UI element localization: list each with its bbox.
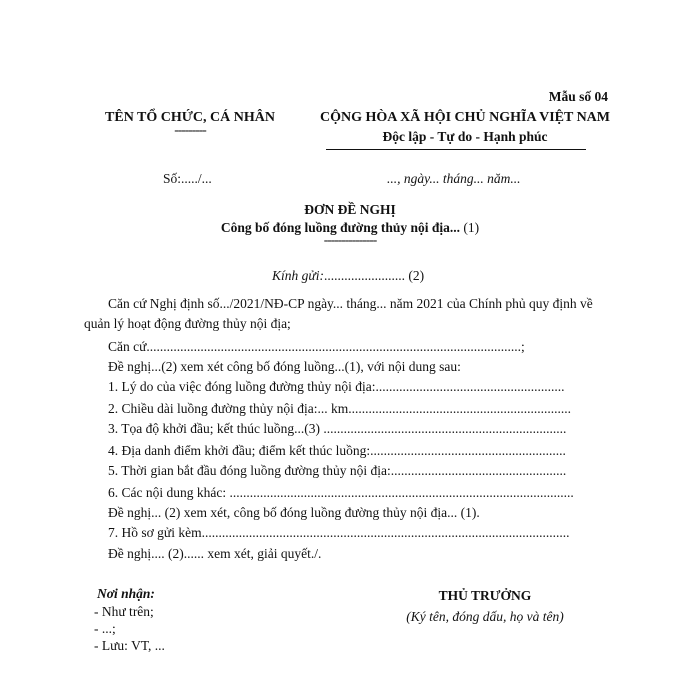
subtitle-note: (1)	[460, 220, 480, 235]
recipients-label: Nơi nhận:	[97, 586, 155, 601]
item-coordinates: 3. Tọa độ khởi đầu; kết thúc luồng...(3) ........................................................................	[108, 421, 567, 436]
recipient-item: - Như trên;	[94, 604, 154, 619]
legal-basis-line-2: quản lý hoạt động đường thủy nội địa;	[84, 316, 291, 331]
signature-title: THỦ TRƯỞNG	[438, 588, 532, 603]
document-title: ĐƠN ĐỀ NGHỊ	[304, 202, 396, 217]
country-name: CỘNG HÒA XÃ HỘI CHỦ NGHĨA VIỆT NAM	[319, 110, 610, 125]
legal-basis-line-1: Căn cứ Nghị định số.../2021/NĐ-CP ngày... tháng... năm 2021 của Chính phủ quy định về	[108, 296, 593, 311]
item-other-continued: Đề nghị... (2) xem xét, công bố đóng luồng đường thủy nội địa... (1).	[108, 505, 480, 520]
organization-underline: ---------	[174, 122, 206, 137]
organization-label: TÊN TỔ CHỨC, CÁ NHÂN	[105, 110, 275, 125]
greeting	[272, 268, 424, 284]
additional-basis: Căn cứ...............................................................................................................;	[108, 339, 525, 354]
subtitle-text: Công bố đóng luồng đường thủy nội địa...	[220, 220, 461, 235]
national-motto: Độc lập - Tự do - Hạnh phúc	[382, 129, 548, 144]
form-number: Mẫu số 04	[548, 89, 608, 104]
date-line: ..., ngày... tháng... năm...	[387, 171, 521, 186]
item-other: 6. Các nội dung khác: ......................................................................................................	[108, 485, 574, 500]
item-start-time: 5. Thời gian bắt đầu đóng luồng đường thủy nội địa:....................................................	[108, 463, 567, 478]
item-attachments: 7. Hồ sơ gửi kèm.............................................................................................................	[108, 525, 570, 540]
greeting-label: Kính gửi:	[272, 268, 324, 283]
title-underline: ---------------	[323, 232, 377, 247]
recipient-item: - Lưu: VT, ...	[94, 638, 165, 653]
greeting-recipient: ........................ (2)	[324, 268, 425, 283]
item-reason: 1. Lý do của việc đóng luồng đường thủy nội địa:........................................................	[108, 379, 565, 394]
request-statement: Đề nghị...(2) xem xét công bố đóng luồng...(1), với nội dung sau:	[108, 359, 461, 374]
signature-note: (Ký tên, đóng dấu, họ và tên)	[406, 609, 564, 624]
item-locations: 4. Địa danh điểm khởi đầu; điểm kết thúc luồng:..........................................................	[108, 443, 566, 458]
closing-request: Đề nghị.... (2)...... xem xét, giải quyết./.	[108, 546, 322, 561]
item-length: 2. Chiều dài luồng đường thủy nội địa:... km..................................................................	[108, 401, 571, 416]
motto-underline	[326, 149, 586, 150]
recipient-item: - ...;	[94, 621, 116, 636]
document-number: Số:...../...	[163, 171, 212, 186]
